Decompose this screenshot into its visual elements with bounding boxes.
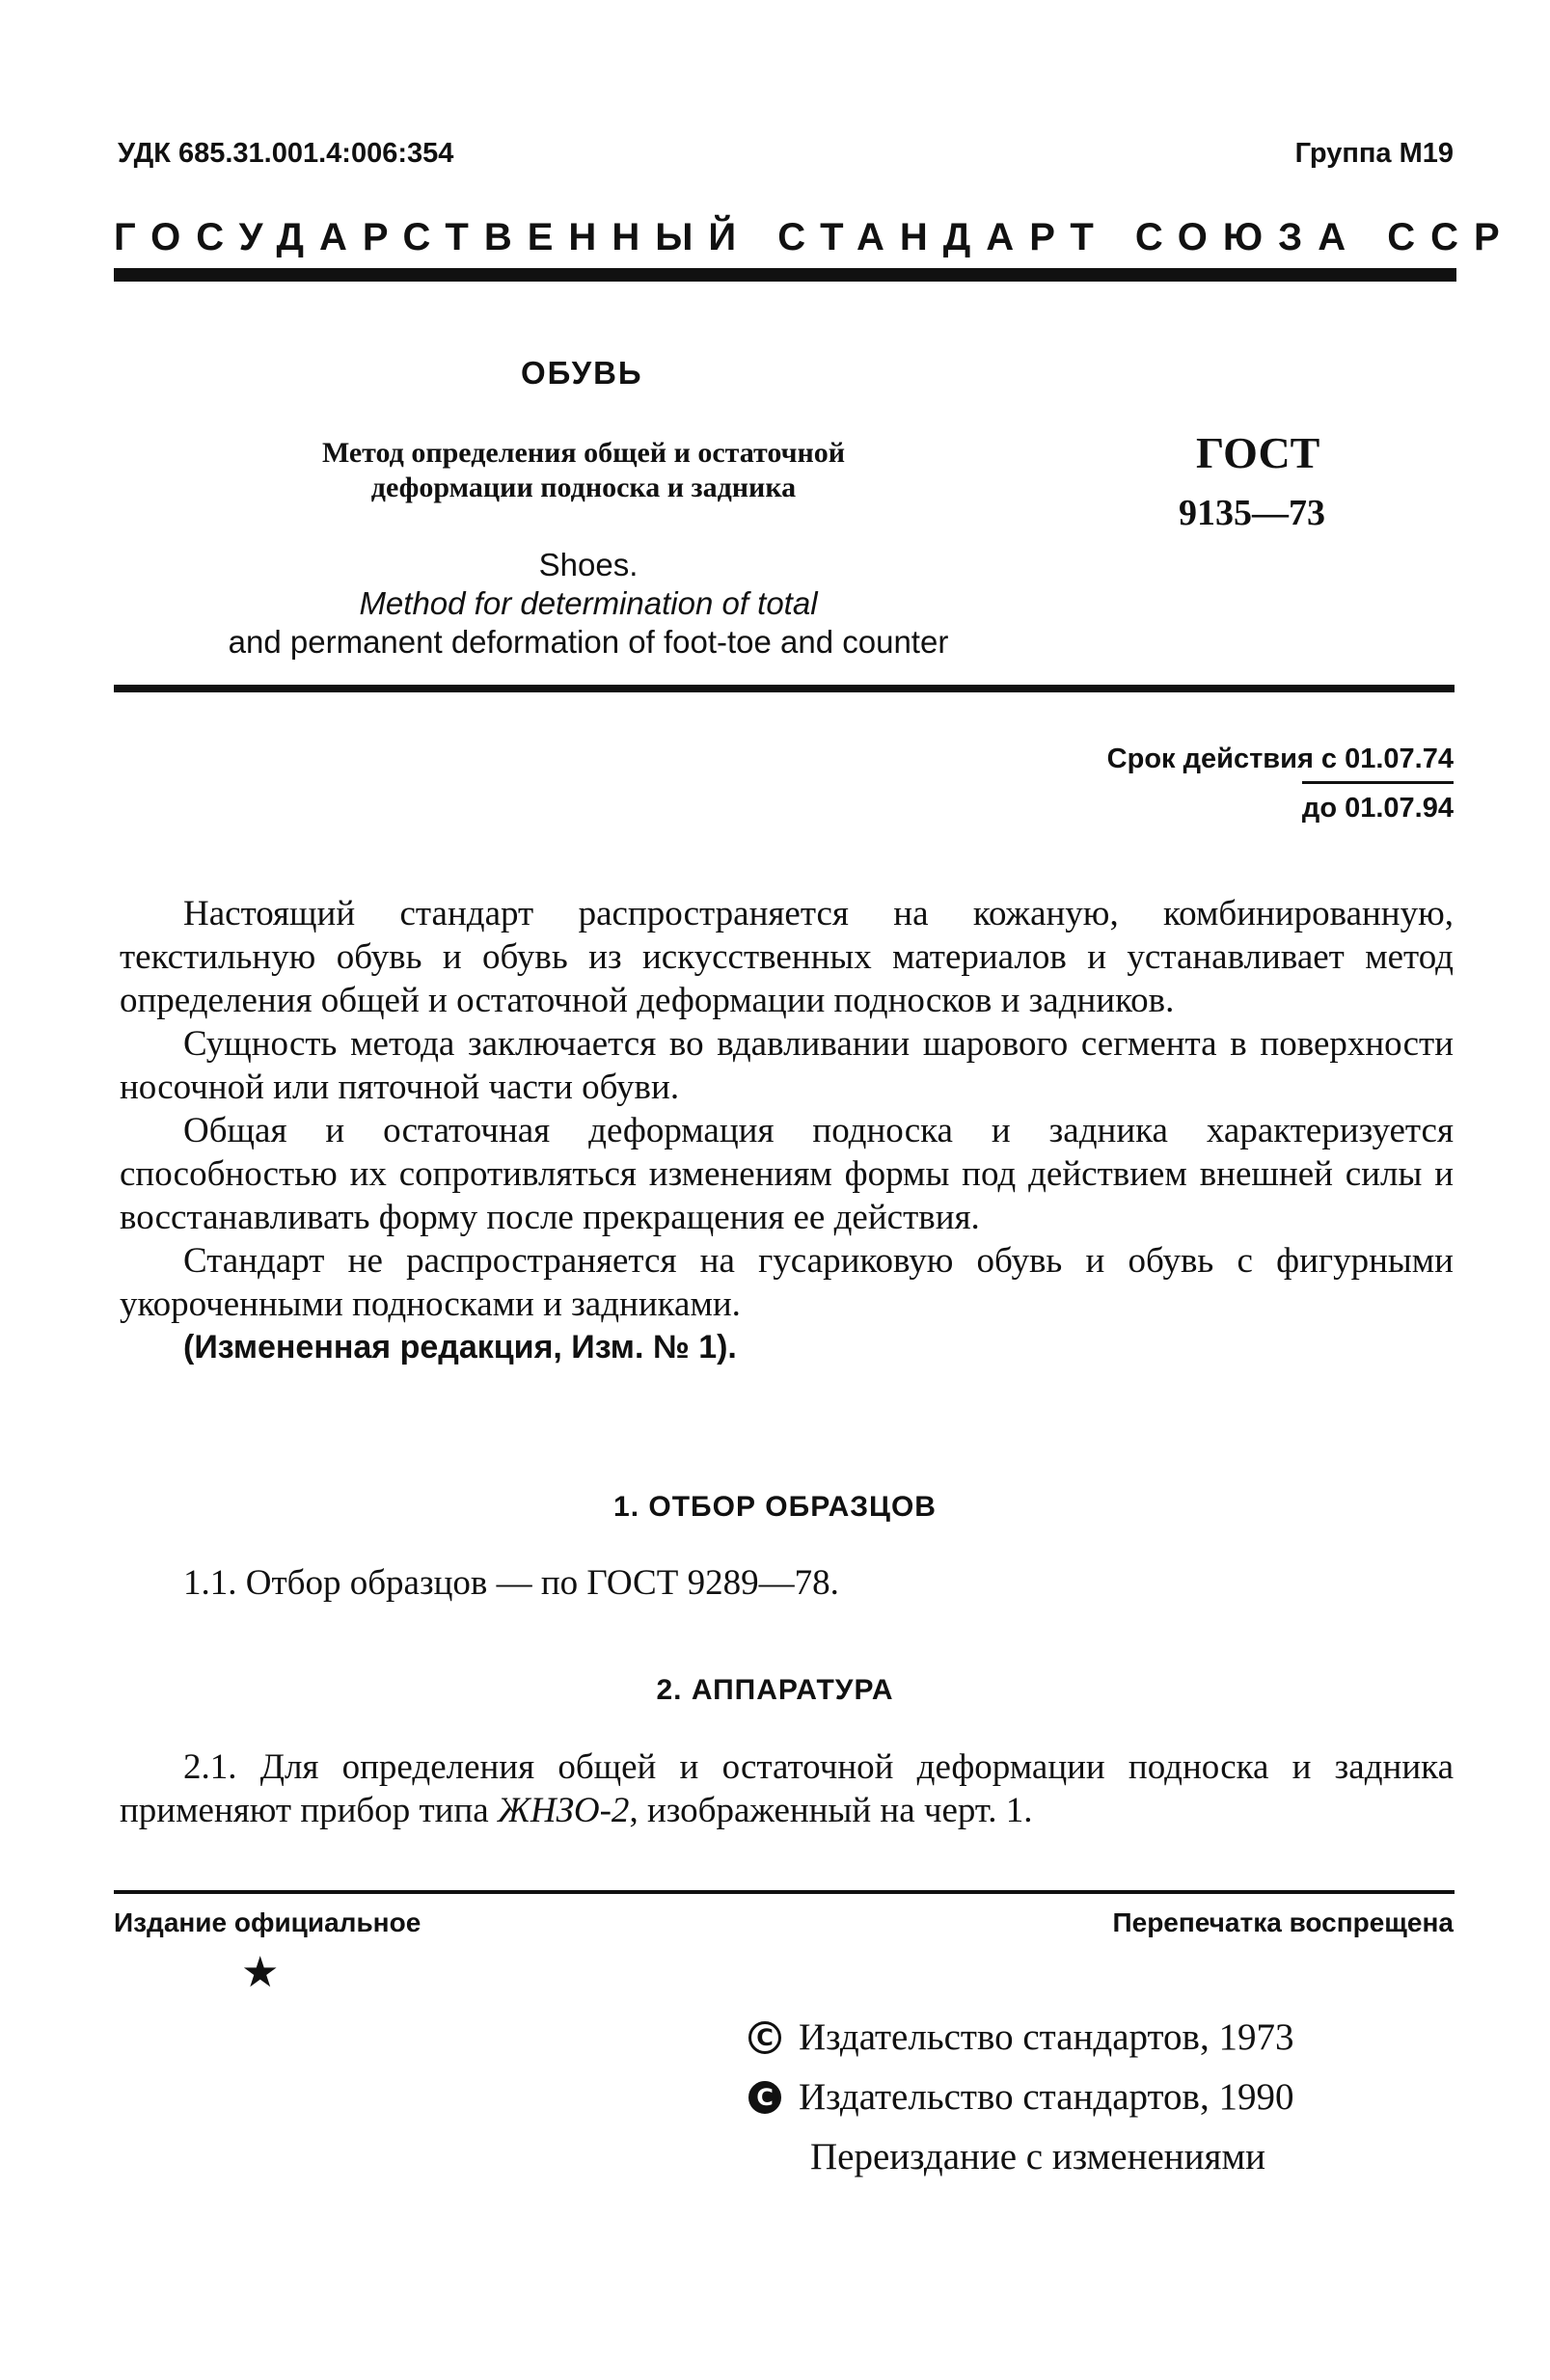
official-edition-label: Издание официальное [114, 1907, 421, 1937]
document-title: ОБУВЬ [521, 355, 643, 391]
english-title [164, 546, 1013, 662]
reissue-note: Переиздание с изменениями [810, 2136, 1265, 2177]
state-standard-banner: ГОСУДАРСТВЕННЫЙ СТАНДАРТ СОЮЗА ССР [114, 216, 1515, 258]
udk-code: УДК 685.31.001.4:006:354 [118, 138, 454, 169]
document-subtitle [231, 436, 936, 505]
gost-number: 9135—73 [1179, 493, 1325, 533]
copyright-icon: C [748, 2021, 781, 2054]
star-icon: ★ [241, 1949, 280, 1996]
subtitle-line: деформации подноска и задника [370, 472, 797, 503]
section-2-heading: 2. АППАРАТУРА [656, 1674, 894, 1706]
section-2-text-a: 2.1. Для определения общей и остаточной деформации подноска и задника применяют прибор типа [120, 1747, 1454, 1830]
section-2-text-b: , изображенный на черт. 1. [629, 1791, 1033, 1830]
device-type: ЖНЗО-2 [497, 1791, 630, 1830]
body-text [120, 892, 1454, 1369]
validity-from: Срок действия с 01.07.74 [1106, 744, 1454, 774]
gost-label: ГОСТ [1196, 428, 1320, 477]
section-2-text [120, 1745, 1454, 1832]
english-title-line: Shoes. [538, 547, 639, 582]
group-code: Группа М19 [1294, 138, 1454, 169]
amendment-note: (Измененная редакция, Изм. № 1). [183, 1329, 737, 1366]
publisher-text: Издательство стандартов, 1973 [799, 2016, 1294, 2058]
copyright-line [748, 2008, 1293, 2068]
publisher-text: Издательство стандартов, 1990 [799, 2076, 1294, 2118]
reprint-prohibited-label: Перепечатка воспрещена [1112, 1907, 1454, 1937]
middle-divider [114, 685, 1455, 692]
subtitle-line: Метод определения общей и остаточной [321, 437, 846, 469]
body-paragraph: Общая и остаточная деформация подноска и задника характеризуется способностью их сопротивляться изменениям формы под действием внешней силы и восстанавливать форму после прекращения ее действия. [120, 1111, 1454, 1237]
section-2-paragraph [120, 1745, 1454, 1832]
body-paragraph: Стандарт не распространяется на гусариковую обувь и обувь с фигурными укороченными подносками и задниками. [120, 1241, 1454, 1324]
publisher-block [748, 2008, 1293, 2187]
validity-period [971, 737, 1454, 830]
validity-to: до 01.07.94 [1302, 781, 1454, 830]
copyright-line [748, 2068, 1293, 2127]
top-divider [114, 268, 1456, 282]
english-title-line: Method for determination of total [359, 585, 818, 621]
copyright-icon: C [748, 2081, 781, 2114]
footer-divider [114, 1890, 1455, 1894]
body-paragraph: Настоящий стандарт распространяется на кожаную, комбинированную, текстильную обувь и обувь из искусственных материалов и устанавливает метод определения общей и остаточной деформации подносков и задников. [120, 894, 1454, 1020]
section-1-text: 1.1. Отбор образцов — по ГОСТ 9289—78. [183, 1563, 839, 1603]
section-1-heading: 1. ОТБОР ОБРАЗЦОВ [613, 1491, 937, 1523]
body-paragraph: Сущность метода заключается во вдавливании шарового сегмента в поверхности носочной или пяточной части обуви. [120, 1024, 1454, 1107]
english-title-line: and permanent deformation of foot-toe and counter [228, 624, 949, 660]
